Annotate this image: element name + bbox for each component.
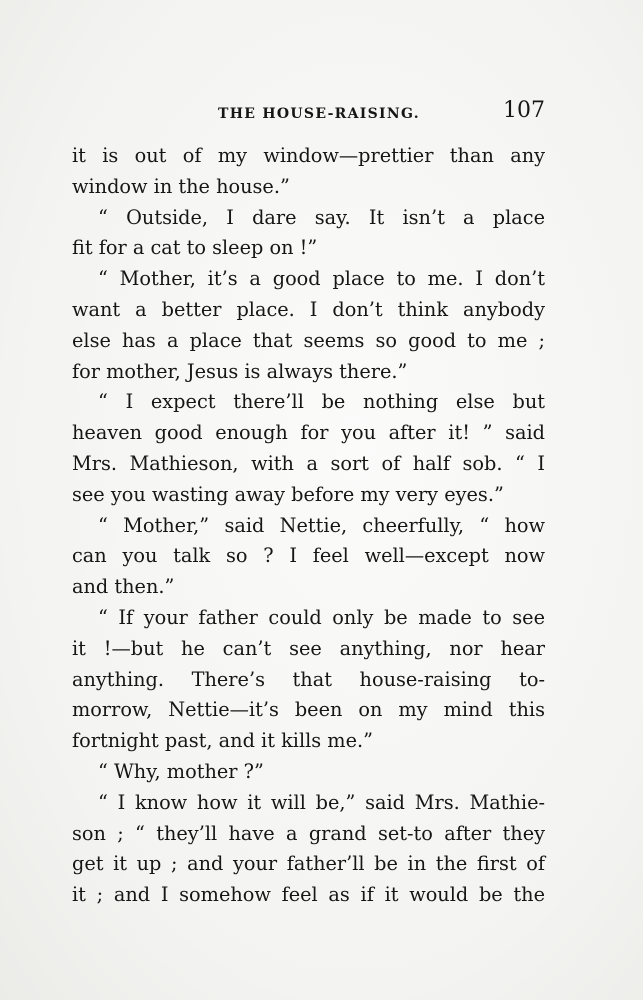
text-line: it !—but he can’t see anything, nor hear [72,636,545,660]
text-line: want a better place. I don’t think anybody [72,297,545,321]
text-line: Mrs. Mathieson, with a sort of half sob. “ I [72,451,545,475]
text-line: window in the house.” [72,174,290,198]
text-line: “ Outside, I dare say. It isn’t a place [98,205,545,229]
text-line: “ Why, mother ?” [98,759,264,783]
text-line: heaven good enough for you after it! ” said [72,421,545,445]
text-line: “ I expect there’ll be nothing else but [98,390,545,414]
text-line: “ I know how it will be,” said Mrs. Mathie- [98,790,545,814]
page-number: 107 [503,98,545,123]
text-line: for mother, Jesus is always there.” [72,359,408,383]
text-line: fit for a cat to sleep on !” [72,236,318,260]
text-line: anything. There’s that house-raising to- [72,667,545,691]
body-text [72,141,545,911]
text-line: it ; and I somehow feel as if it would be the [72,883,545,907]
running-title: THE HOUSE-RAISING. [218,106,420,122]
text-line: get it up ; and your father’ll be in the first of [72,852,545,876]
text-line: “ Mother, it’s a good place to me. I don’t [98,267,545,291]
text-line: “ If your father could only be made to see [98,605,545,629]
text-line: fortnight past, and it kills me.” [72,729,373,753]
text-line: see you wasting away before my very eyes.” [72,482,504,506]
text-line: it is out of my window—prettier than any [72,144,545,167]
text-line: can you talk so ? I feel well—except now [72,544,545,568]
text-line: morrow, Nettie—it’s been on my mind this [72,698,545,722]
text-line: “ Mother,” said Nettie, cheerfully, “ how [98,513,545,537]
running-header [72,94,545,134]
text-line: else has a place that seems so good to me ; [72,328,545,352]
text-line: son ; “ they’ll have a grand set-to after they [72,821,545,845]
text-line: and then.” [72,575,175,599]
